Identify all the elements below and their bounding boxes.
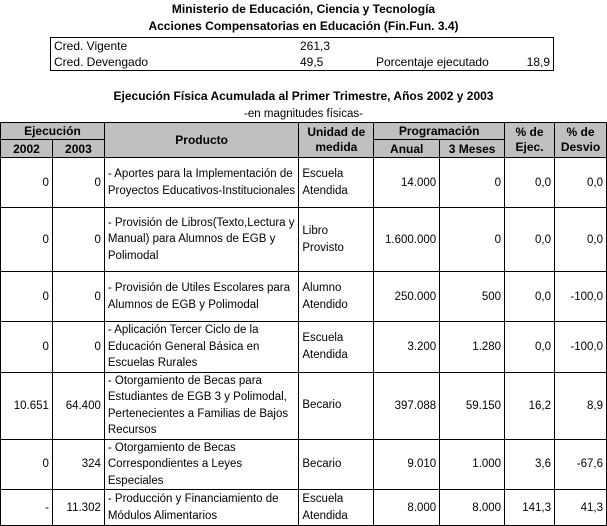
cred-vigente-label: Cred. Vigente	[54, 39, 128, 53]
cell-producto: - Aplicación Tercer Ciclo de la Educación General Básica en Escuelas Rurales	[104, 322, 299, 373]
table-row	[1, 490, 607, 526]
porcentaje-ejecutado-label: Porcentaje ejecutado	[376, 55, 489, 69]
table-row	[1, 372, 607, 439]
cell-tres-meses: 8.000	[440, 490, 505, 526]
cell-anual: 250.000	[374, 272, 440, 322]
header-producto: Producto	[104, 123, 299, 158]
cell-producto: - Provisión de Utiles Escolares para Alumnos de EGB y Polimodal	[104, 272, 299, 322]
cell-2002: -	[1, 490, 53, 526]
cell-2003: 11.302	[52, 490, 104, 526]
cell-pct-desvio: -100,0	[554, 322, 606, 373]
cell-producto: - Otorgamiento de Becas Correspondientes a Leyes Especiales	[104, 439, 299, 490]
program-title: Acciones Compensatorias en Educación (Fin.Fun. 3.4)	[148, 19, 459, 33]
table-row	[1, 439, 607, 490]
cell-pct-ejec: 0,0	[505, 272, 555, 322]
cell-unidad: Becario	[299, 372, 374, 439]
cell-pct-desvio: -67,6	[554, 439, 606, 490]
header-unidad-medida: Unidad de medida	[299, 123, 374, 158]
table-row	[1, 158, 607, 208]
header-programacion: Programación	[374, 123, 505, 140]
table-row	[1, 272, 607, 322]
cell-2003: 0	[52, 272, 104, 322]
cell-unidad: Alumno Atendido	[299, 272, 374, 322]
cell-tres-meses: 0	[440, 158, 505, 208]
cell-anual: 1.600.000	[374, 208, 440, 272]
cell-pct-desvio: 8,9	[554, 372, 606, 439]
header-pct-ejec: % de Ejec.	[505, 123, 555, 158]
cell-pct-desvio: 41,3	[554, 490, 606, 526]
cell-2003: 0	[52, 158, 104, 208]
header-year-2003: 2003	[52, 140, 104, 158]
cell-unidad: Escuela Atendida	[299, 158, 374, 208]
cell-tres-meses: 500	[440, 272, 505, 322]
cell-pct-ejec: 16,2	[505, 372, 555, 439]
cell-2002: 0	[1, 272, 53, 322]
cell-anual: 3.200	[374, 322, 440, 373]
cred-devengado-label: Cred. Devengado	[54, 55, 149, 69]
header-year-2002: 2002	[1, 140, 53, 158]
cell-2002: 10.651	[1, 372, 53, 439]
cell-2003: 324	[52, 439, 104, 490]
cell-tres-meses: 0	[440, 208, 505, 272]
cell-anual: 14.000	[374, 158, 440, 208]
ministry-title: Ministerio de Educación, Ciencia y Tecnología	[171, 2, 436, 16]
cell-pct-ejec: 0,0	[505, 158, 555, 208]
cell-anual: 8.000	[374, 490, 440, 526]
header-tres-meses: 3 Meses	[440, 140, 505, 158]
cell-unidad: Libro Provisto	[299, 208, 374, 272]
header-pct-desvio: % de Desvio	[554, 123, 606, 158]
cell-pct-ejec: 141,3	[505, 490, 555, 526]
cell-producto: - Producción y Financiamiento de Módulos Alimentarios	[104, 490, 299, 526]
cell-tres-meses: 1.280	[440, 322, 505, 373]
execution-table	[0, 122, 607, 526]
cell-2003: 0	[52, 208, 104, 272]
cell-pct-desvio: -100,0	[554, 272, 606, 322]
cell-unidad: Becario	[299, 439, 374, 490]
porcentaje-ejecutado-value: 18,9	[526, 55, 550, 69]
cell-anual: 397.088	[374, 372, 440, 439]
header-anual: Anual	[374, 140, 440, 158]
cell-2002: 0	[1, 439, 53, 490]
cell-producto: - Provisión de Libros(Texto,Lectura y Manual) para Alumnos de EGB y Polimodal	[104, 208, 299, 272]
cell-2002: 0	[1, 208, 53, 272]
section-title: Ejecución Física Acumulada al Primer Trimestre, Años 2002 y 2003	[113, 89, 494, 103]
cell-2003: 0	[52, 322, 104, 373]
cell-pct-ejec: 3,6	[505, 439, 555, 490]
cell-tres-meses: 59.150	[440, 372, 505, 439]
cell-2003: 64.400	[52, 372, 104, 439]
cell-pct-ejec: 0,0	[505, 322, 555, 373]
cell-2002: 0	[1, 158, 53, 208]
cell-pct-desvio: 0,0	[554, 208, 606, 272]
cell-unidad: Escuela Atendida	[299, 490, 374, 526]
cell-anual: 9.010	[374, 439, 440, 490]
cell-pct-desvio: 0,0	[554, 158, 606, 208]
cell-producto: - Otorgamiento de Becas para Estudiantes de EGB 3 y Polimodal, Pertenecientes a Familias de Bajos Recursos	[104, 372, 299, 439]
header-ejecucion: Ejecución	[1, 123, 105, 140]
budget-box	[50, 37, 554, 71]
table-row	[1, 322, 607, 373]
section-subtitle: -en magnitudes físicas-	[244, 108, 363, 120]
table-row	[1, 208, 607, 272]
cred-vigente-value: 261,3	[300, 39, 331, 53]
cell-pct-ejec: 0,0	[505, 208, 555, 272]
cell-producto: - Aportes para la Implementación de Proyectos Educativos-Institucionales	[104, 158, 299, 208]
cell-2002: 0	[1, 322, 53, 373]
cell-tres-meses: 1.000	[440, 439, 505, 490]
cred-devengado-value: 49,5	[300, 55, 324, 69]
cell-unidad: Escuela Atendida	[299, 322, 374, 373]
